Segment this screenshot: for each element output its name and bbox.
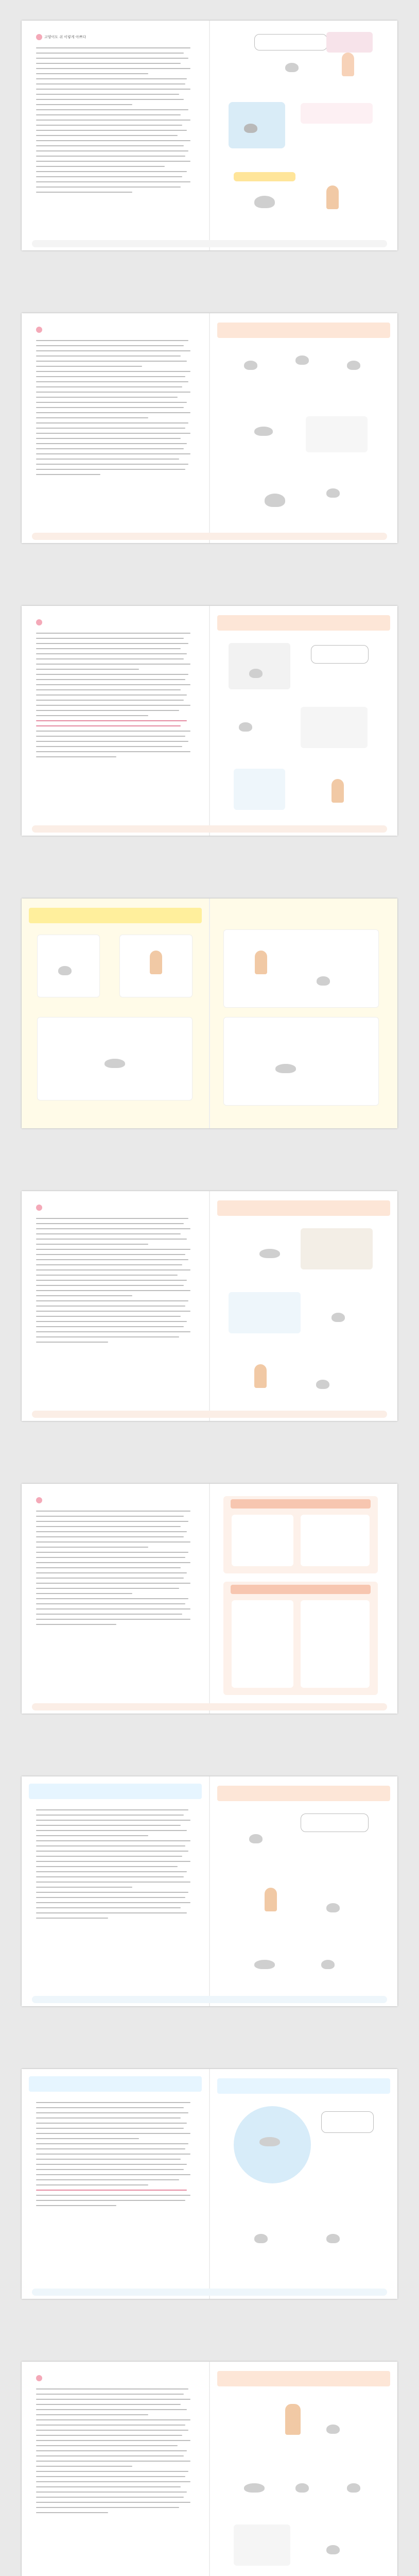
cat-figure [239, 722, 252, 732]
page-right [210, 2362, 397, 2576]
section-heading [36, 2375, 197, 2383]
cat-figure [58, 966, 72, 975]
cat-figure [244, 2483, 265, 2493]
person-figure [326, 185, 339, 209]
cat-figure [254, 1960, 275, 1969]
book-spread-6 [22, 1484, 397, 1714]
window-figure [326, 32, 373, 53]
cat-figure [326, 1903, 340, 1912]
cat-figure [244, 361, 257, 370]
illustration-mid [223, 1287, 378, 1344]
page-right [210, 1484, 397, 1714]
cat-figure [347, 361, 360, 370]
heading-badge [36, 619, 42, 625]
cat-figure [244, 124, 257, 133]
footer-bar [32, 1703, 387, 1710]
illustration-panel [119, 935, 193, 997]
page-left [22, 21, 209, 250]
illustration-bottom [223, 468, 378, 524]
section-title-box [217, 323, 390, 338]
body-text [36, 1218, 197, 1347]
chapter-title-box [29, 2076, 202, 2092]
book-spread-8 [22, 2069, 397, 2299]
person-figure [285, 2404, 301, 2435]
speech-bubble [311, 645, 369, 664]
cat-figure [249, 1834, 263, 1843]
heading-badge [36, 34, 42, 40]
illustration-bottom [223, 170, 378, 232]
speech-bubble [254, 34, 327, 50]
highlight-figure [234, 172, 295, 181]
heading-badge [36, 327, 42, 333]
book-spread-5 [22, 1191, 397, 1421]
cat-figure [254, 196, 275, 208]
book-spread-1 [22, 21, 397, 250]
illustration-mid [223, 406, 378, 463]
page-left [22, 606, 209, 836]
section-heading [36, 1497, 197, 1505]
page-left [22, 1776, 209, 2006]
body-text [36, 2388, 197, 2517]
cat-figure [254, 2234, 268, 2243]
section-title-box [29, 908, 202, 923]
cat-figure [275, 1064, 296, 1073]
heading-text: 고양이도 쉬 이렇게 아쁘다 [44, 35, 86, 39]
illustration-top [223, 2394, 378, 2450]
body-text [36, 2102, 197, 2210]
illustration-top [223, 345, 378, 397]
illustration-top [223, 638, 378, 694]
illustration-panel [223, 1496, 378, 1573]
page-left [22, 2069, 209, 2299]
scene-figure [301, 1515, 370, 1566]
body-text [36, 47, 197, 197]
page-left [22, 899, 209, 1128]
illustration-panel [223, 1582, 378, 1695]
illustration-mid [223, 98, 378, 160]
body-text [36, 340, 197, 479]
cat-box-figure [229, 102, 285, 148]
cat-figure [285, 63, 299, 72]
section-heading [36, 619, 197, 628]
footer-bar [32, 2289, 387, 2296]
scene-figure [301, 1228, 373, 1269]
cat-figure [347, 2483, 360, 2493]
heading-badge [36, 2375, 42, 2381]
section-title-box [217, 615, 390, 631]
panel-title [231, 1499, 371, 1509]
cat-figure [321, 1960, 335, 1969]
cat-figure [259, 2137, 280, 2146]
illustration-panel [223, 929, 379, 1008]
footer-bar [32, 240, 387, 247]
cat-figure [326, 2545, 340, 2554]
page-right [210, 2069, 397, 2299]
footer-bar [32, 533, 387, 540]
page-left [22, 1484, 209, 1714]
section-title-box [217, 2078, 390, 2094]
footer-bar [32, 1996, 387, 2003]
illustration-top [223, 1223, 378, 1280]
scene-figure [229, 1292, 301, 1333]
page-right [210, 1776, 397, 2006]
scene-figure [234, 769, 285, 810]
illustration-mid [223, 702, 378, 758]
illustration-panel [37, 935, 100, 997]
section-title-box [217, 1200, 390, 1216]
person-figure [342, 53, 354, 76]
scene-figure [306, 416, 368, 452]
illustration-mid [223, 2458, 378, 2514]
illustration-bottom [223, 1349, 378, 1405]
section-heading [36, 1205, 197, 1213]
scene-figure [232, 1515, 293, 1566]
page-right [210, 1191, 397, 1421]
body-text [36, 1809, 197, 1923]
illustration-top [223, 2101, 378, 2189]
illustration-panel [223, 1017, 379, 1106]
page-left [22, 2362, 209, 2576]
section-heading [36, 327, 197, 335]
section-heading [36, 34, 197, 42]
body-text [36, 633, 197, 761]
person-figure [265, 1888, 277, 1911]
illustration-bottom [223, 2198, 378, 2280]
illustration-bottom [223, 2519, 378, 2576]
panel-title [231, 1585, 371, 1594]
cat-figure [295, 2483, 309, 2493]
person-figure [331, 779, 344, 803]
body-text [36, 1511, 197, 1629]
page-left [22, 313, 209, 543]
section-title-box [217, 1786, 390, 1801]
cat-figure [326, 488, 340, 498]
cat-figure [295, 355, 309, 365]
illustration-panel [37, 1017, 193, 1100]
cat-figure [104, 1059, 125, 1068]
illustration-top [223, 32, 378, 89]
person-figure [255, 951, 267, 974]
cat-figure [317, 976, 330, 986]
note-figure [301, 103, 373, 124]
illustration-top [223, 1808, 378, 1865]
cat-figure [326, 2234, 340, 2243]
heading-badge [36, 1205, 42, 1211]
heading-badge [36, 1497, 42, 1503]
illustration-mid [223, 1872, 378, 1929]
speech-bubble [321, 2111, 374, 2133]
person-figure [254, 1364, 267, 1388]
cat-figure [331, 1313, 345, 1322]
book-spread-3 [22, 606, 397, 836]
book-spread-7 [22, 1776, 397, 2006]
book-spread-4 [22, 899, 397, 1128]
cat-figure [259, 1249, 280, 1258]
book-spread-2 [22, 313, 397, 543]
page-left [22, 1191, 209, 1421]
footer-bar [32, 825, 387, 833]
scene-figure [232, 1600, 293, 1688]
chapter-title-box [29, 1784, 202, 1799]
person-figure [150, 951, 162, 974]
speech-bubble [301, 1814, 369, 1832]
scene-figure [234, 2524, 290, 2566]
illustration-bottom [223, 764, 378, 820]
section-title-box [217, 2371, 390, 2386]
cat-figure [249, 669, 263, 678]
scene-figure [301, 707, 368, 748]
book-spread-9 [22, 2362, 397, 2576]
illustration-bottom [223, 1934, 378, 1991]
page-right [210, 899, 397, 1128]
cat-figure [254, 427, 273, 436]
cat-figure [316, 1380, 329, 1389]
page-right [210, 606, 397, 836]
page-right [210, 21, 397, 250]
cat-figure [326, 2425, 340, 2434]
bathroom-figure [229, 643, 290, 689]
scene-figure [301, 1600, 370, 1688]
page-right [210, 313, 397, 543]
cat-figure [265, 494, 285, 507]
footer-bar [32, 1411, 387, 1418]
